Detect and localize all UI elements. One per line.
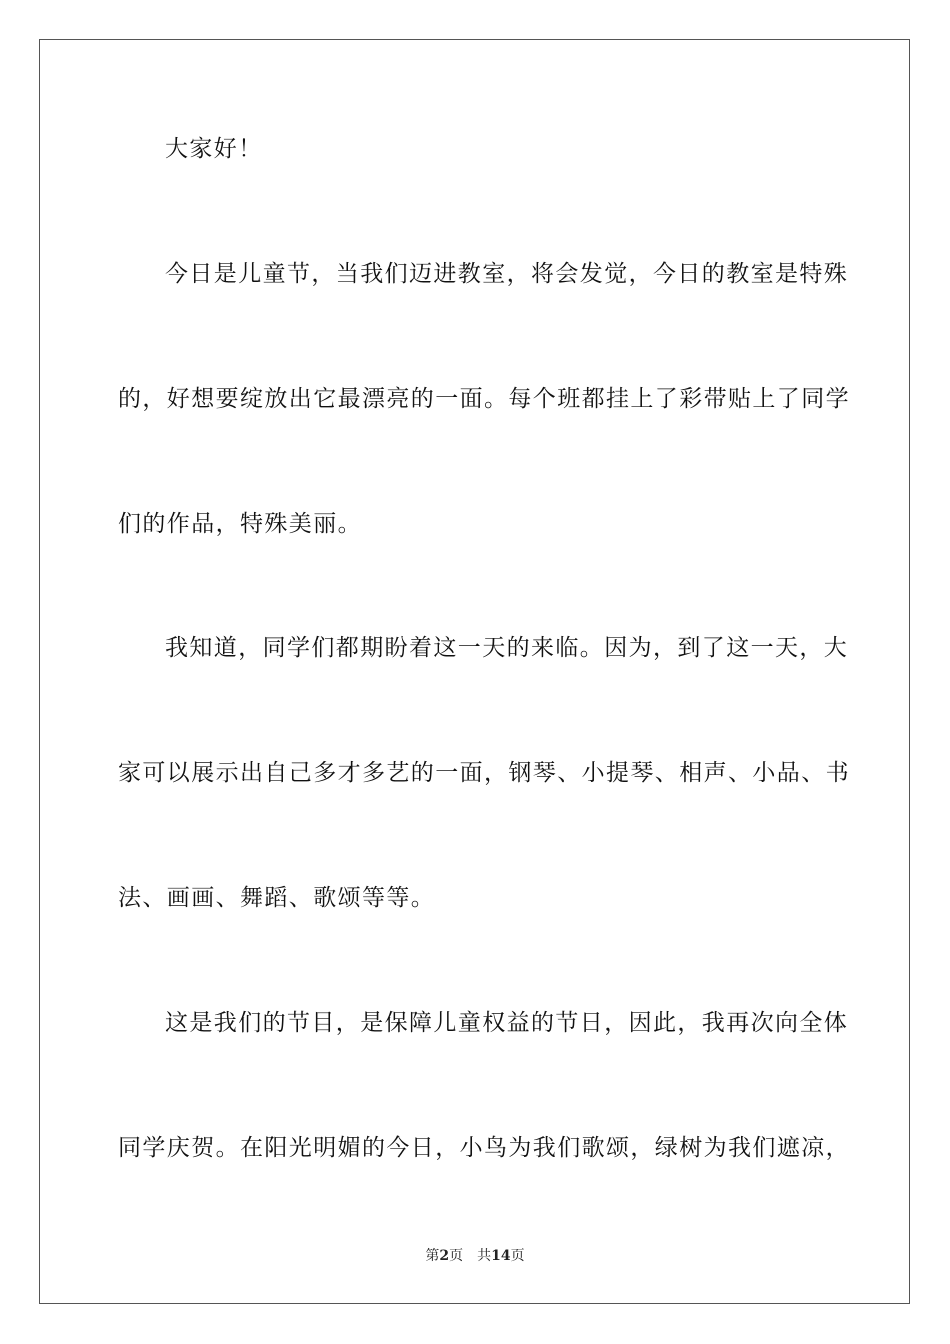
page-suffix: 页 [449,1248,464,1264]
total-prefix: 共 [477,1248,492,1264]
text-line: 们的作品，特殊美丽。 [118,511,362,537]
text-line: 今日是儿童节，当我们迈进教室，将会发觉，今日的教室是特殊 [165,261,849,287]
text-line: 这是我们的节目，是保障儿童权益的节日，因此，我再次向全体 [165,1010,849,1036]
text-line: 同学庆贺。在阳光明媚的今日，小鸟为我们歌颂，绿树为我们遮凉， [118,1135,850,1161]
page-number: 2 [439,1248,450,1264]
page-footer [0,1247,950,1265]
text-line: 我知道，同学们都期盼着这一天的来临。因为，到了这一天，大 [165,635,849,661]
page-frame [39,39,910,1304]
text-line: 大家好！ [165,136,263,162]
total-suffix: 页 [510,1248,525,1264]
total-pages: 14 [491,1248,511,1264]
text-line: 家可以展示出自己多才多艺的一面，钢琴、小提琴、相声、小品、书 [118,760,850,786]
text-line: 的，好想要绽放出它最漂亮的一面。每个班都挂上了彩带贴上了同学 [118,386,850,412]
text-line: 法、画画、舞蹈、歌颂等等。 [118,885,436,911]
page-prefix: 第 [425,1248,440,1264]
